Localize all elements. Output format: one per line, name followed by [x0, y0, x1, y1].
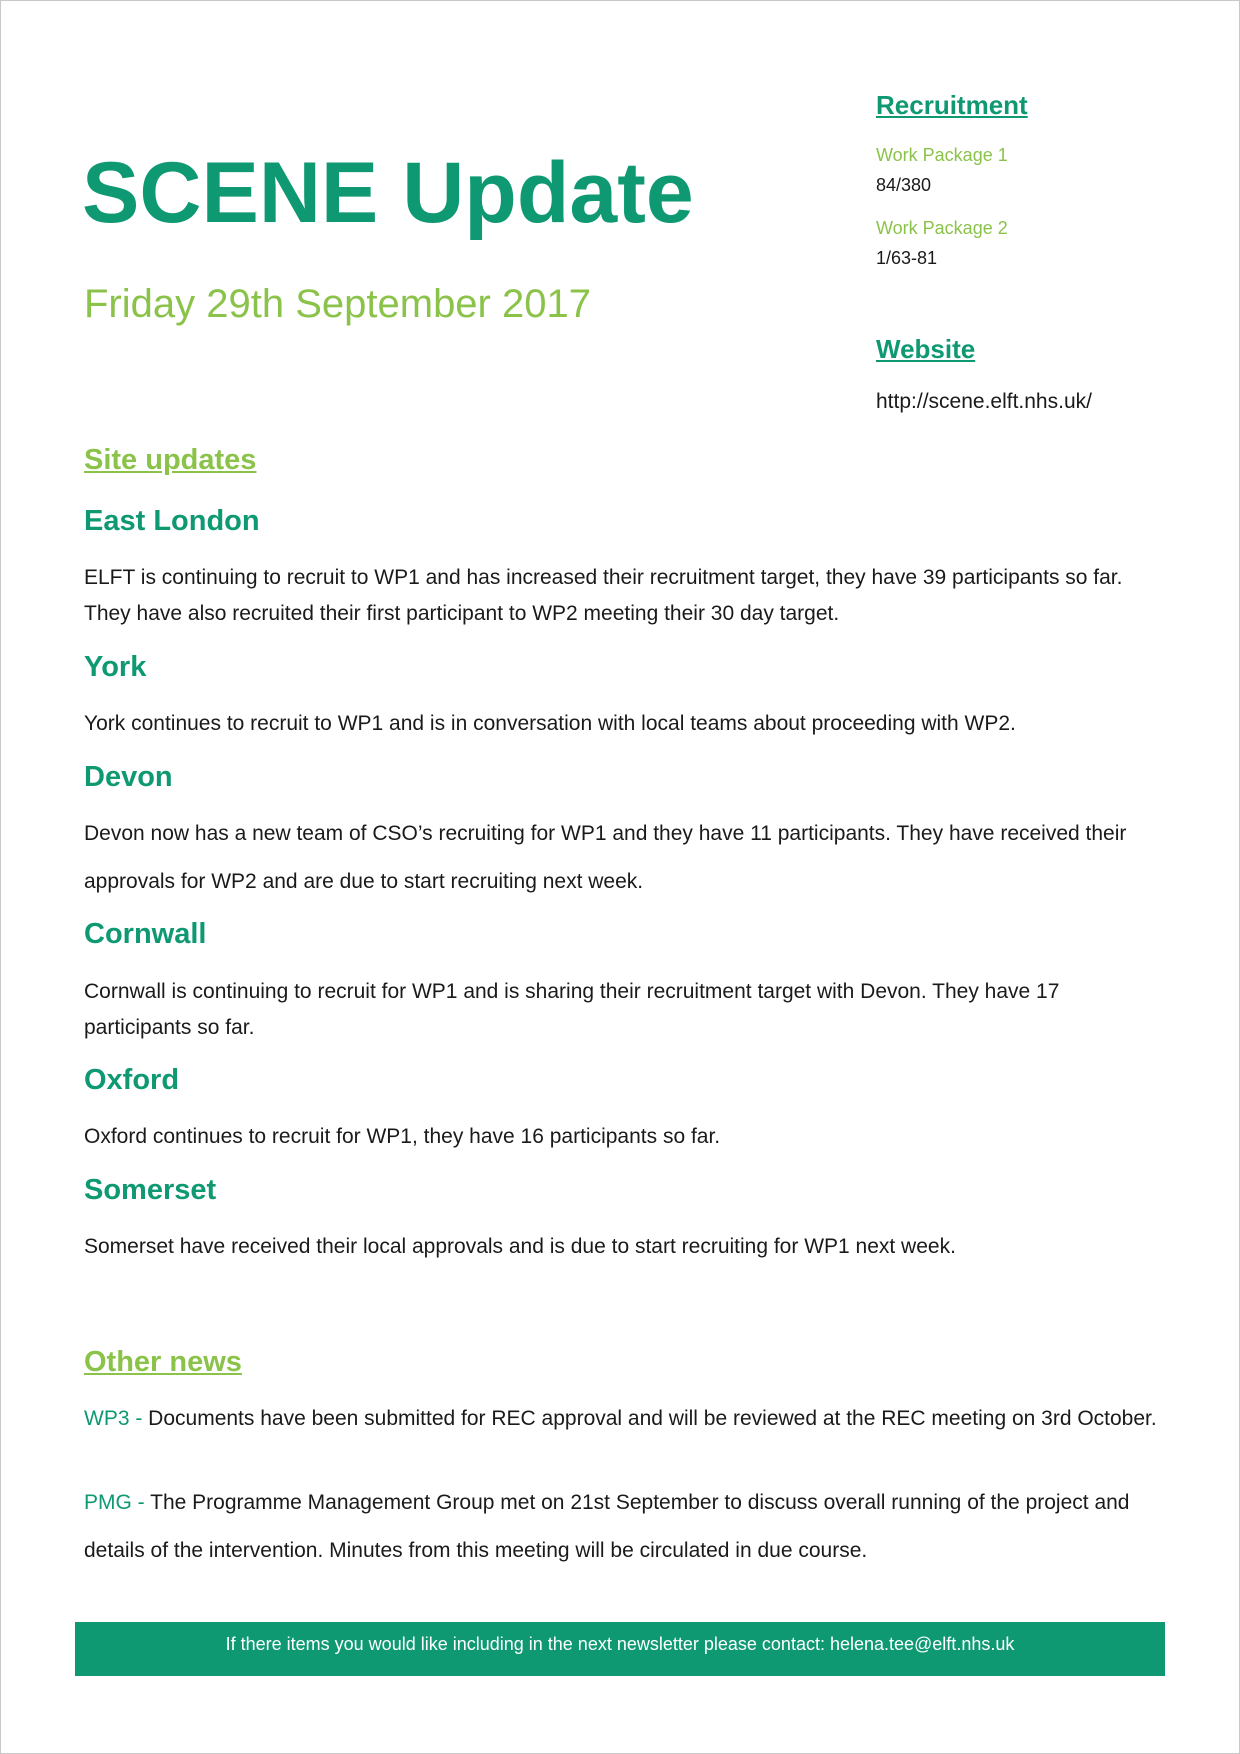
news-tag-wp3: WP3 -	[84, 1407, 143, 1430]
work-package-1-value: 84/380	[876, 175, 932, 195]
news-item-pmg	[84, 1479, 1164, 1575]
footer-contact-banner: If there items you would like including in the next newsletter please contact: helena.tee@elft.nhs.uk	[75, 1622, 1165, 1676]
work-package-2-label: Work Package 2	[876, 218, 1008, 238]
site-text-east-london: ELFT is continuing to recruit to WP1 and has increased their recruitment target, they have 39 participants so far. They have also recruited their first participant to WP2 meeting their 30 day target.	[84, 566, 1123, 625]
news-tag-pmg: PMG -	[84, 1491, 145, 1514]
site-updates-heading: Site updates	[84, 444, 257, 476]
issue-date: Friday 29th September 2017	[84, 282, 591, 326]
news-item-wp3	[84, 1401, 1164, 1437]
site-text-cornwall: Cornwall is continuing to recruit for WP1 and is sharing their recruitment target with Devon. They have 17 participants so far.	[84, 980, 1060, 1039]
news-text-wp3: Documents have been submitted for REC approval and will be reviewed at the REC meeting on 3rd October.	[142, 1407, 1157, 1430]
website-link[interactable]: http://scene.elft.nhs.uk/	[876, 390, 1092, 413]
website-heading: Website	[876, 334, 976, 364]
site-heading-oxford: Oxford	[84, 1064, 180, 1096]
site-heading-cornwall: Cornwall	[84, 918, 207, 950]
site-heading-east-london: East London	[84, 505, 260, 537]
work-package-2-value: 1/63-81	[876, 248, 938, 268]
site-text-oxford: Oxford continues to recruit for WP1, they have 16 participants so far.	[84, 1125, 721, 1148]
site-heading-york: York	[84, 651, 147, 683]
site-text-york: York continues to recruit to WP1 and is in conversation with local teams about proceeding with WP2.	[84, 712, 1016, 735]
site-heading-devon: Devon	[84, 761, 173, 793]
news-text-pmg: The Programme Management Group met on 21st September to discuss overall running of the project and details of the intervention. Minutes from this meeting will be circulated in due course.	[84, 1491, 1130, 1562]
site-text-somerset: Somerset have received their local approvals and is due to start recruiting for WP1 next week.	[84, 1235, 956, 1258]
work-package-1-label: Work Package 1	[876, 145, 1008, 165]
recruitment-heading: Recruitment	[876, 90, 1028, 120]
site-text-devon: Devon now has a new team of CSO’s recruiting for WP1 and they have 11 participants. They have received their approvals for WP2 and are due to start recruiting next week.	[84, 822, 1127, 893]
site-heading-somerset: Somerset	[84, 1174, 217, 1206]
other-news-heading: Other news	[84, 1346, 242, 1378]
page-title: SCENE Update	[82, 145, 694, 241]
